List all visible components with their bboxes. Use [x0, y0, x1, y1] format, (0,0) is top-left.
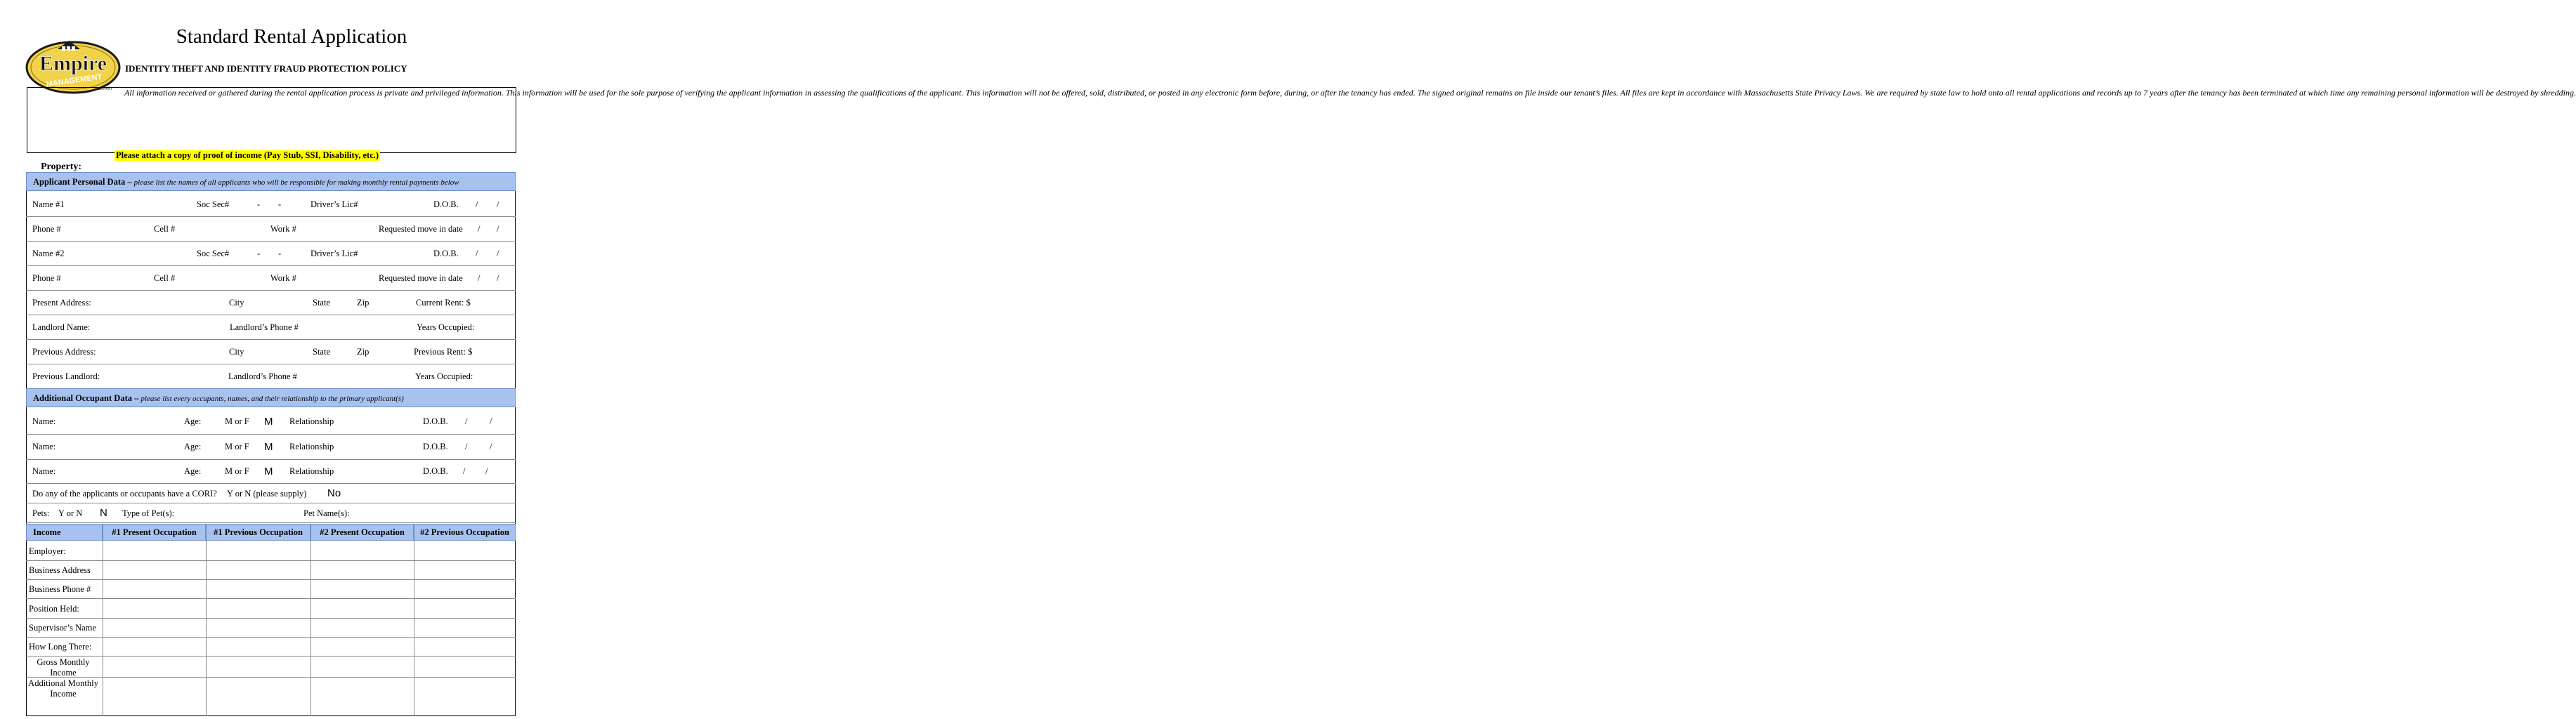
sex-option[interactable]: M or F: [225, 466, 249, 476]
phone-field[interactable]: Phone #: [32, 273, 61, 283]
relationship-field[interactable]: Relationship: [289, 442, 334, 451]
income-column-header: #1 Previous Occupation: [206, 524, 310, 541]
company-logo: [25, 37, 124, 94]
drivers-lic-field[interactable]: Driver’s Lic#: [310, 199, 358, 209]
landlord-name-field[interactable]: Landlord Name:: [32, 322, 91, 332]
sex-option[interactable]: M or F: [225, 442, 249, 451]
slash: /: [465, 416, 468, 426]
logo-word: Empire: [39, 52, 107, 75]
soc-sec-field[interactable]: Soc Sec#: [197, 249, 230, 258]
pets-options[interactable]: Y or N: [58, 508, 83, 518]
income-column-header: #2 Previous Occupation: [414, 524, 516, 541]
dash: -: [257, 199, 261, 209]
dob-field[interactable]: D.O.B.: [423, 416, 448, 426]
slash: /: [463, 466, 466, 476]
pet-type-field[interactable]: Type of Pet(s):: [122, 508, 175, 518]
pet-names-field[interactable]: Pet Name(s):: [303, 508, 350, 518]
slash: /: [497, 249, 499, 258]
drivers-lic-field[interactable]: Driver’s Lic#: [310, 249, 358, 258]
landlord-phone-field[interactable]: Landlord’s Phone #: [228, 371, 297, 381]
cori-options[interactable]: Y or N (please supply): [227, 489, 307, 499]
current-rent-field[interactable]: Current Rent: $: [416, 298, 471, 308]
soc-sec-field[interactable]: Soc Sec#: [197, 199, 230, 209]
zip-field[interactable]: Zip: [357, 347, 370, 357]
income-row-label: Business Address: [29, 565, 91, 575]
page-title: Standard Rental Application: [176, 25, 407, 48]
pets-answer: N: [100, 507, 107, 519]
dash: -: [257, 249, 261, 258]
slash: /: [478, 224, 480, 234]
slash: /: [490, 442, 492, 451]
city-field[interactable]: City: [229, 298, 244, 308]
sex-answer: M: [264, 441, 273, 453]
dob-field[interactable]: D.O.B.: [433, 249, 459, 258]
landlord-phone-field[interactable]: Landlord’s Phone #: [230, 322, 299, 332]
sex-option[interactable]: M or F: [225, 416, 249, 426]
age-field[interactable]: Age:: [184, 466, 202, 476]
age-field[interactable]: Age:: [184, 416, 202, 426]
slash: /: [497, 199, 499, 209]
sex-answer: M: [264, 416, 273, 428]
name2-field[interactable]: Name #2: [32, 249, 65, 258]
occupant-heading-note: please list every occupants, names, and their relationship to the primary applicant(s): [140, 395, 404, 403]
slash: /: [497, 273, 499, 283]
slash: /: [490, 416, 492, 426]
applicant-heading: Applicant Personal Data –: [33, 177, 132, 187]
sex-answer: M: [264, 466, 273, 477]
policy-text: All information received or gathered during the rental application process is private and privileged information. This information will be used for the sole purpose of verifying the applicant information in assessing the qualifications of the applicant. This information will not be offered, sold, distributed, or posted in any electronic form before, during, or after the tenancy has ended. The signed original remains on file inside our tenant’s files. All files are kept in accordance with Massachusetts State Privacy Laws. We are required by state law to hold onto all rental applications and records up to 7 years after the tenancy has been terminated at which time any remaining personal information will be destroyed by shredding.: [124, 88, 2576, 98]
slash: /: [478, 273, 480, 283]
slash: /: [476, 249, 478, 258]
dob-field[interactable]: D.O.B.: [423, 442, 448, 451]
policy-box: [27, 87, 2576, 153]
move-in-date-field[interactable]: Requested move in date: [379, 273, 463, 283]
income-column-header: #1 Present Occupation: [103, 524, 206, 541]
state-field[interactable]: State: [313, 298, 330, 308]
occupant-heading: Additional Occupant Data –: [33, 393, 139, 403]
slash: /: [485, 466, 488, 476]
age-field[interactable]: Age:: [184, 442, 202, 451]
phone-field[interactable]: Phone #: [32, 224, 61, 234]
slash: /: [465, 442, 468, 451]
occupant-name-field[interactable]: Name:: [32, 416, 56, 426]
previous-rent-field[interactable]: Previous Rent: $: [414, 347, 473, 357]
income-column-header: #2 Present Occupation: [310, 524, 414, 541]
pets-label: Pets:: [32, 508, 50, 518]
work-field[interactable]: Work #: [270, 224, 296, 234]
income-column-header: Income: [26, 524, 103, 541]
applicant-heading-note: please list the names of all applicants who will be responsible for making monthly rental payments below: [133, 178, 459, 187]
zip-field[interactable]: Zip: [357, 298, 370, 308]
cori-answer: No: [327, 487, 341, 499]
dash: -: [278, 249, 282, 258]
move-in-date-field[interactable]: Requested move in date: [379, 224, 463, 234]
income-row-label: Gross Monthly Income: [37, 657, 90, 678]
name1-field[interactable]: Name #1: [32, 199, 65, 209]
city-field[interactable]: City: [229, 347, 244, 357]
income-row-label: How Long There:: [29, 642, 92, 652]
income-row-label: Position Held:: [29, 604, 79, 614]
slash: /: [476, 199, 478, 209]
income-row-label: Additional Monthly Income: [28, 678, 98, 699]
work-field[interactable]: Work #: [270, 273, 296, 283]
dob-field[interactable]: D.O.B.: [433, 199, 459, 209]
dob-field[interactable]: D.O.B.: [423, 466, 448, 476]
years-occupied-field[interactable]: Years Occupied:: [415, 371, 473, 381]
previous-address-field[interactable]: Previous Address:: [32, 347, 96, 357]
relationship-field[interactable]: Relationship: [289, 466, 334, 476]
state-field[interactable]: State: [313, 347, 330, 357]
property-field[interactable]: Property:: [41, 161, 82, 172]
income-row-label: Business Phone #: [29, 584, 91, 594]
cell-field[interactable]: Cell #: [154, 224, 176, 234]
logo-word: COMPANY: [95, 87, 113, 91]
occupant-section-header: [26, 388, 516, 407]
slash: /: [497, 224, 499, 234]
income-row-label: Supervisor’s Name: [29, 623, 96, 633]
occupant-name-field[interactable]: Name:: [32, 466, 56, 476]
dash: -: [278, 199, 282, 209]
relationship-field[interactable]: Relationship: [289, 416, 334, 426]
previous-landlord-field[interactable]: Previous Landlord:: [32, 371, 100, 381]
applicant-section-header: [26, 172, 516, 191]
present-address-field[interactable]: Present Address:: [32, 298, 91, 308]
logo-word: MANAGEMENT: [46, 72, 103, 89]
income-row-label: Employer:: [29, 546, 66, 556]
occupant-name-field[interactable]: Name:: [32, 442, 56, 451]
policy-title: IDENTITY THEFT AND IDENTITY FRAUD PROTECTION POLICY: [125, 63, 407, 74]
proof-of-income-notice: Please attach a copy of proof of income (Pay Stub, SSI, Disability, etc.): [116, 150, 379, 160]
cori-question: Do any of the applicants or occupants have a CORI?: [32, 489, 217, 499]
cell-field[interactable]: Cell #: [154, 273, 176, 283]
years-occupied-field[interactable]: Years Occupied:: [417, 322, 475, 332]
